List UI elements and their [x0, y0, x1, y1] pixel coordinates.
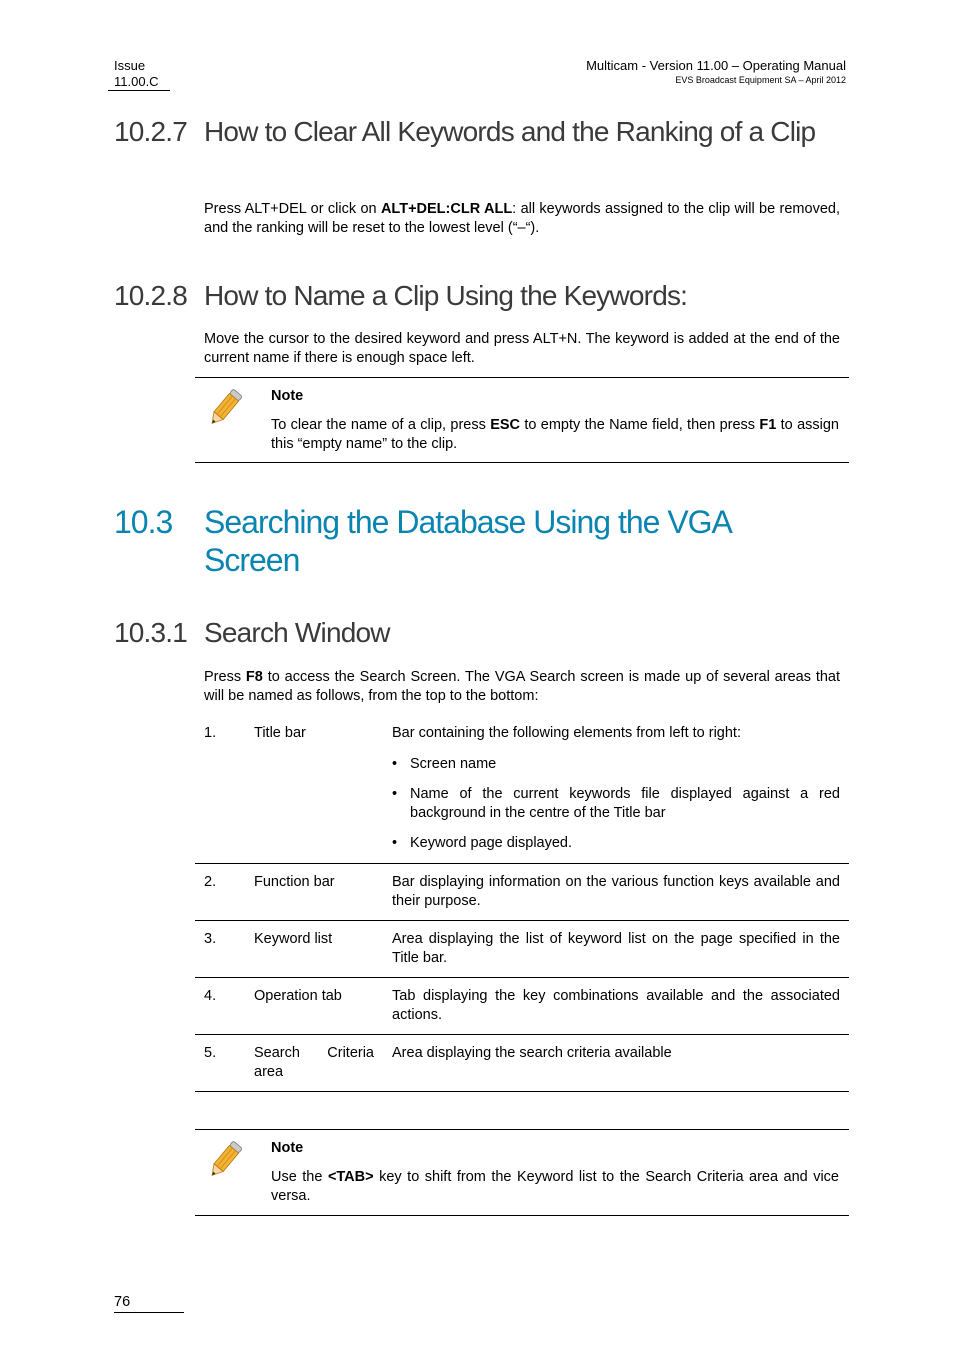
text: key to shift from the Keyword list to the Search Criteria area and vice versa. — [271, 1169, 839, 1204]
note-box — [195, 1129, 849, 1216]
publisher: EVS Broadcast Equipment SA – April 2012 — [675, 75, 846, 85]
area-name: Search Criteria area — [254, 1045, 374, 1080]
area-name: Title bar — [254, 725, 306, 741]
note-title: Note — [271, 388, 304, 404]
section-title: How to Clear All Keywords and the Ranking of a Clip — [204, 116, 816, 147]
row-number: 5. — [204, 1045, 217, 1061]
chapter-heading-10-3 — [114, 503, 844, 583]
description-text: Bar containing the following elements from left to right: — [392, 725, 741, 741]
section-title: Searching the Database Using the VGA Screen — [204, 504, 731, 578]
table-row — [195, 873, 849, 921]
section-number: 10.2.7 — [114, 116, 188, 147]
issue-label: Issue — [114, 58, 146, 73]
section-heading-10-3-1 — [114, 616, 844, 652]
section-heading-10-2-8 — [114, 279, 844, 315]
area-name: Function bar — [254, 874, 335, 890]
page-header-left — [114, 58, 170, 91]
section-title: Search Window — [204, 617, 390, 648]
bullet-item: • Keyword page displayed. — [392, 834, 840, 853]
text: To clear the name of a clip, press — [271, 417, 491, 433]
note-box — [195, 377, 849, 463]
note-body — [271, 416, 839, 453]
pencil-icon — [203, 386, 247, 430]
key-label: F8 — [245, 669, 263, 685]
text: Use the — [271, 1169, 328, 1185]
key-label: ALT+DEL:CLR ALL — [380, 201, 513, 217]
note-body — [271, 1168, 839, 1205]
text: Press ALT+DEL or click on — [204, 201, 381, 217]
area-name: Keyword list — [254, 931, 333, 947]
area-description: Area displaying the list of keyword list on the page specified in the Title bar. — [392, 931, 840, 966]
area-description: Bar displaying information on the various function keys available and their purpose. — [392, 874, 840, 909]
section-title: How to Name a Clip Using the Keywords: — [204, 280, 688, 311]
section-number: 10.3 — [114, 504, 173, 540]
pencil-icon — [203, 1138, 247, 1182]
table-row — [195, 1044, 849, 1092]
page-header-right — [586, 58, 846, 86]
bullet-item: • Screen name — [392, 755, 840, 774]
note-title: Note — [271, 1140, 304, 1156]
table-row — [195, 930, 849, 978]
area-description: Tab displaying the key combinations available and the associated actions. — [392, 988, 840, 1023]
section-heading-10-2-7 — [114, 115, 844, 185]
row-number: 1. — [204, 725, 217, 741]
table-row — [195, 724, 849, 864]
paragraph-name-clip: Move the cursor to the desired keyword and press ALT+N. The keyword is added at the end of the current name if there is enough space left. — [204, 331, 840, 366]
section-number: 10.2.8 — [114, 280, 188, 311]
area-description: Area displaying the search criteria available — [392, 1045, 672, 1061]
manual-title: Multicam - Version 11.00 – Operating Manual — [586, 58, 846, 73]
area-name: Operation tab — [254, 988, 342, 1004]
issue-number: 11.00.C — [108, 74, 170, 91]
search-window-areas-table — [195, 724, 849, 1092]
area-description — [392, 724, 840, 853]
section-number: 10.3.1 — [114, 617, 188, 648]
bullet-item: • Name of the current keywords file displayed against a red background in the centre of the Title bar — [392, 785, 840, 822]
key-label: ESC — [490, 417, 521, 433]
paragraph-clear-keywords — [204, 200, 840, 237]
text: to assign this “empty name” to the clip. — [271, 417, 839, 452]
text: to empty the Name field, then press — [520, 417, 760, 433]
text: to access the Search Screen. The VGA Search screen is made up of several areas that will be named as follows, from the top to the bottom: — [204, 669, 841, 704]
row-number: 4. — [204, 988, 217, 1004]
table-row — [195, 987, 849, 1035]
key-label: F1 — [759, 417, 777, 433]
key-label: <TAB> — [327, 1169, 374, 1185]
text: Press — [204, 669, 246, 685]
paragraph-search-window — [204, 668, 840, 705]
row-number: 3. — [204, 931, 217, 947]
page-number: 76 — [114, 1294, 184, 1313]
row-number: 2. — [204, 874, 217, 890]
text: : all keywords assigned to the clip will be removed, and the ranking will be reset to the lowest level (“–“). — [204, 201, 840, 236]
